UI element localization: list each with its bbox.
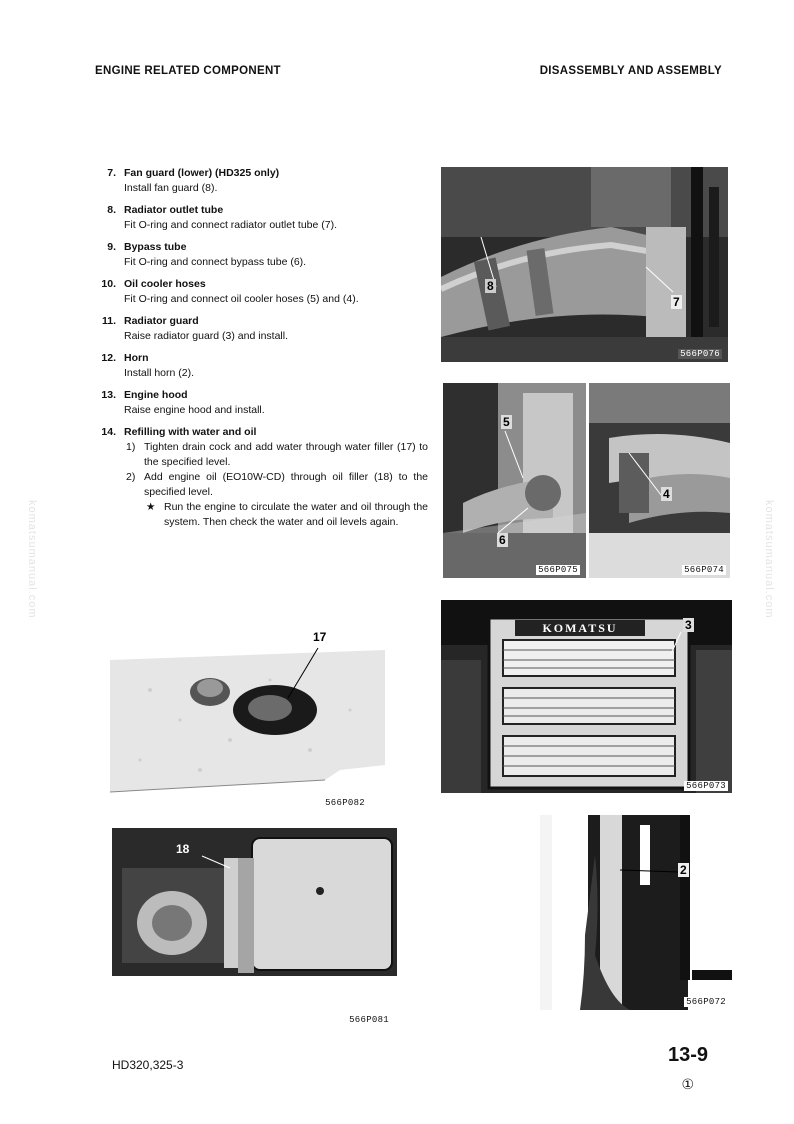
photo-566p076 (441, 167, 728, 362)
figure-caption: 566P082 (325, 798, 365, 808)
step-body: Raise engine hood and install. (124, 404, 265, 416)
figure-caption: 566P073 (686, 781, 726, 791)
photo-566p082 (110, 630, 385, 810)
callout-18: 18 (176, 842, 190, 856)
step-8: 8. Radiator outlet tube Fit O-ring and connect radiator outlet tube (7). (90, 203, 428, 233)
step-body: Install horn (2). (124, 367, 195, 379)
step-title: Bypass tube (124, 241, 187, 253)
figure-caption: 566P075 (538, 565, 578, 575)
star-icon: ★ (146, 501, 156, 513)
photo-oil-cooler-hose (589, 383, 730, 578)
callout-5: 5 (503, 415, 510, 429)
step-title: Fan guard (lower) (HD325 only) (124, 167, 280, 179)
photo-oil-filler (112, 828, 397, 1028)
step-12: 12. Horn Install horn (2). (90, 351, 428, 381)
substep-2: 2) Add engine oil (EO10W-CD) through oil filler (18) to the specified level. (126, 471, 428, 498)
watermark-right: komatsumanual.com (763, 500, 775, 619)
photo-radiator-outlet-tube (441, 167, 728, 362)
note: ★ Run the engine to circulate the water and oil through the system. Then check the water and oil levels again. (146, 501, 428, 528)
step-title: Refilling with water and oil (124, 426, 257, 438)
callout-7: 7 (673, 295, 680, 309)
step-11: 11. Radiator guard Raise radiator guard (3) and install. (90, 314, 428, 344)
figure-caption: 566P076 (680, 349, 720, 359)
step-14: 14. Refilling with water and oil 1) Tighten drain cock and add water through water filler (17) to the specified level. 2) Add engine oil (EO10W-CD) through oil filler (18) to the specified level. ★ Run the engine to circulate the water and oil through the system. Then check the water and oil levels again. (101, 426, 428, 528)
step-title: Oil cooler hoses (124, 278, 206, 290)
photo-566p075 (443, 383, 586, 578)
komatsu-logo: KOMATSU (542, 621, 618, 635)
figure-caption: 566P072 (686, 997, 726, 1007)
step-13: 13. Engine hood Raise engine hood and install. (90, 388, 428, 418)
model-number: HD320,325-3 (112, 1058, 184, 1072)
step-title: Radiator guard (124, 315, 199, 327)
step-body: Raise radiator guard (3) and install. (124, 330, 289, 342)
step-body: Fit O-ring and connect radiator outlet tube (7). (124, 219, 338, 231)
step-title: Radiator outlet tube (124, 204, 224, 216)
page-number: 13-9 (667, 1044, 708, 1066)
figure-caption: 566P081 (349, 1015, 389, 1025)
step-10: 10. Oil cooler hoses Fit O-ring and connect oil cooler hoses (5) and (4). (90, 277, 428, 307)
photo-bypass-tube (443, 383, 586, 578)
photo-water-filler (110, 630, 385, 810)
substep-1: 1) Tighten drain cock and add water through water filler (17) to the specified level. (126, 441, 428, 468)
procedure-steps (90, 166, 428, 537)
photo-566p081 (112, 828, 397, 1028)
step-body: Fit O-ring and connect oil cooler hoses (5) and (4). (124, 293, 359, 305)
watermark-left: komatsumanual.com (26, 500, 38, 619)
figure-caption: 566P074 (684, 565, 724, 575)
step-body: Install fan guard (8). (124, 182, 218, 194)
step-title: Horn (124, 352, 149, 364)
step-7: 7. Fan guard (lower) (HD325 only) Install fan guard (8). (90, 166, 428, 196)
photo-horn (540, 815, 732, 1010)
chapter-title: DISASSEMBLY AND ASSEMBLY (539, 65, 722, 77)
callout-4: 4 (663, 487, 670, 501)
section-title: ENGINE RELATED COMPONENT (95, 65, 281, 77)
callout-3: 3 (685, 618, 692, 632)
step-title: Engine hood (124, 389, 188, 401)
photo-566p074 (589, 383, 730, 578)
revision-mark: ① (681, 1076, 694, 1092)
callout-6: 6 (499, 533, 506, 547)
photo-566p073 (441, 600, 732, 793)
step-body: Fit O-ring and connect bypass tube (6). (124, 256, 307, 268)
photo-566p072 (540, 815, 732, 1010)
step-9: 9. Bypass tube Fit O-ring and connect bypass tube (6). (90, 240, 428, 270)
callout-17: 17 (313, 630, 327, 644)
callout-8: 8 (487, 279, 494, 293)
callout-2: 2 (680, 863, 687, 877)
